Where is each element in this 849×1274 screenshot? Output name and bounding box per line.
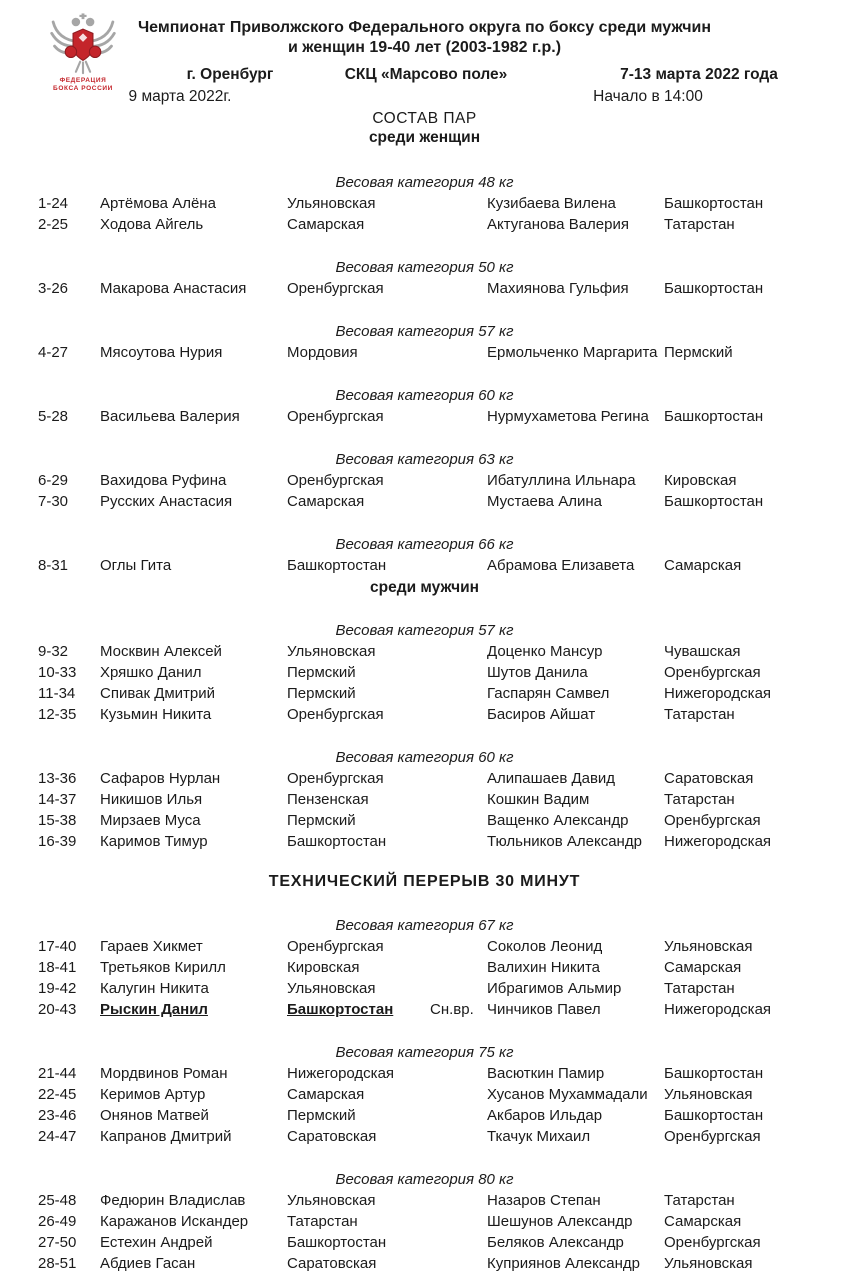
blue-corner-name: Ибатуллина Ильнара (487, 472, 636, 489)
document-header (0, 0, 849, 150)
blue-corner-region: Татарстан (664, 706, 735, 723)
weight-category-title: Весовая категория 48 кг (335, 174, 514, 191)
pair-row (0, 831, 849, 852)
blue-corner-name: Васюткин Памир (487, 1065, 605, 1082)
pair-row (0, 641, 849, 662)
group-label-men: среди мужчин (370, 579, 479, 596)
row-note (430, 470, 487, 491)
pair-row (0, 342, 849, 363)
red-corner-name: Хряшко Данил (100, 664, 202, 681)
pair-number: 3-26 (38, 280, 69, 297)
blue-corner-name: Махиянова Гульфия (487, 280, 629, 297)
red-corner-name: Спивак Дмитрий (100, 685, 216, 702)
red-corner-region: Пермский (287, 1107, 356, 1124)
red-corner-name: Макарова Анастасия (100, 280, 247, 297)
row-note (430, 406, 487, 427)
category-rows (0, 193, 849, 235)
pair-row (0, 662, 849, 683)
blue-corner-name: Гаспарян Самвел (487, 685, 610, 702)
red-corner-region: Самарская (287, 1086, 365, 1103)
blue-corner-name: Доценко Мансур (487, 643, 603, 660)
pair-number: 5-28 (38, 408, 69, 425)
blue-corner-name: Ибрагимов Альмир (487, 980, 622, 997)
row-note (430, 1253, 487, 1274)
blue-corner-name: Тюльников Александр (487, 833, 642, 850)
pair-number: 23-46 (38, 1107, 77, 1124)
red-corner-name: Каримов Тимур (100, 833, 208, 850)
red-corner-name: Капранов Дмитрий (100, 1128, 232, 1145)
pair-number: 27-50 (38, 1234, 77, 1251)
pair-row (0, 1084, 849, 1105)
blue-corner-region: Оренбургская (664, 812, 761, 829)
page-title (0, 18, 849, 58)
blue-corner-region: Нижегородская (664, 833, 772, 850)
pair-number: 22-45 (38, 1086, 77, 1103)
weight-category-block (0, 257, 849, 299)
red-corner-name: Керимов Артур (100, 1086, 206, 1103)
pair-number: 18-41 (38, 959, 77, 976)
row-note (430, 936, 487, 957)
category-rows (0, 936, 849, 1020)
blue-corner-name: Шутов Данила (487, 664, 588, 681)
weight-category-title: Весовая категория 60 кг (335, 387, 514, 404)
weight-category-title: Весовая категория 66 кг (335, 536, 514, 553)
pair-number: 28-51 (38, 1255, 77, 1272)
red-corner-name: Гараев Хикмет (100, 938, 203, 955)
red-corner-region: Ульяновская (287, 980, 376, 997)
blue-corner-region: Башкортостан (664, 1065, 764, 1082)
category-rows (0, 1190, 849, 1274)
blue-corner-region: Татарстан (664, 791, 735, 808)
weight-category-block (0, 321, 849, 363)
pair-number: 1-24 (38, 195, 69, 212)
blue-corner-name: Хусанов Мухаммадали (487, 1086, 648, 1103)
start-time: Начало в 14:00 (593, 88, 703, 105)
pair-row (0, 957, 849, 978)
pair-number: 9-32 (38, 643, 69, 660)
red-corner-name: Третьяков Кирилл (100, 959, 226, 976)
red-corner-name: Рыскин Данил (100, 1001, 208, 1018)
weight-category-title: Весовая категория 63 кг (335, 451, 514, 468)
row-note (430, 662, 487, 683)
pair-row (0, 1232, 849, 1253)
weight-category-title: Весовая категория 50 кг (335, 259, 514, 276)
logo-caption-line1: ФЕДЕРАЦИЯ (59, 77, 107, 84)
category-rows (0, 278, 849, 299)
red-corner-region: Саратовская (287, 1255, 377, 1272)
pair-number: 16-39 (38, 833, 77, 850)
row-note (430, 1232, 487, 1253)
red-corner-region: Нижегородская (287, 1065, 395, 1082)
red-corner-region: Башкортостан (287, 833, 387, 850)
weight-category-block (0, 747, 849, 852)
blue-corner-region: Башкортостан (664, 1107, 764, 1124)
red-corner-region: Башкортостан (287, 1001, 394, 1018)
red-corner-region: Татарстан (287, 1213, 358, 1230)
blue-corner-region: Самарская (664, 557, 742, 574)
weight-category-block (0, 1169, 849, 1274)
red-corner-name: Каражанов Искандер (100, 1213, 249, 1230)
blue-corner-region: Татарстан (664, 1192, 735, 1209)
blue-corner-name: Абрамова Елизавета (487, 557, 635, 574)
row-note: Сн.вр. (430, 1001, 474, 1018)
pair-row (0, 406, 849, 427)
weight-category-block (0, 172, 849, 235)
red-corner-name: Федюрин Владислав (100, 1192, 246, 1209)
pair-row (0, 789, 849, 810)
red-corner-region: Пензенская (287, 791, 369, 808)
blue-corner-region: Ульяновская (664, 1255, 753, 1272)
technical-break-notice: ТЕХНИЧЕСКИЙ ПЕРЕРЫВ 30 МИНУТ (268, 873, 581, 890)
row-note (430, 768, 487, 789)
blue-corner-region: Пермский (664, 344, 733, 361)
city-label: г. Оренбург (186, 66, 274, 83)
red-corner-region: Оренбургская (287, 770, 384, 787)
pair-row (0, 1105, 849, 1126)
pair-number: 8-31 (38, 557, 69, 574)
pair-number: 19-42 (38, 980, 77, 997)
row-note (430, 193, 487, 214)
blue-corner-name: Шешунов Александр (487, 1213, 633, 1230)
blue-corner-name: Ермольченко Маргарита (487, 344, 658, 361)
blue-corner-name: Соколов Леонид (487, 938, 603, 955)
weight-category-title: Весовая категория 80 кг (335, 1171, 514, 1188)
red-corner-name: Артёмова Алёна (100, 195, 216, 212)
pair-row (0, 214, 849, 235)
blue-corner-name: Нурмухаметова Регина (487, 408, 649, 425)
weight-category-title: Весовая категория 57 кг (335, 622, 514, 639)
pair-number: 26-49 (38, 1213, 77, 1230)
pair-number: 4-27 (38, 344, 69, 361)
pair-number: 6-29 (38, 472, 69, 489)
red-corner-region: Ульяновская (287, 195, 376, 212)
red-corner-region: Пермский (287, 685, 356, 702)
row-note (430, 555, 487, 576)
pair-row (0, 1063, 849, 1084)
row-note (430, 214, 487, 235)
venue-label: СКЦ «Марсово поле» (344, 66, 508, 83)
pairs-table (0, 172, 849, 1274)
weight-category-block (0, 1042, 849, 1147)
category-rows (0, 641, 849, 725)
red-corner-name: Никишов Илья (100, 791, 203, 808)
session-date: 9 марта 2022г. (128, 88, 232, 105)
red-corner-name: Ходова Айгель (100, 216, 204, 233)
red-corner-region: Мордовия (287, 344, 358, 361)
red-corner-region: Самарская (287, 493, 365, 510)
pair-row (0, 1253, 849, 1274)
category-rows (0, 406, 849, 427)
red-corner-region: Башкортостан (287, 1234, 387, 1251)
row-note (430, 831, 487, 852)
row-note (430, 978, 487, 999)
red-corner-name: Естехин Андрей (100, 1234, 213, 1251)
weight-category-block (0, 620, 849, 725)
row-note (430, 957, 487, 978)
red-corner-region: Оренбургская (287, 280, 384, 297)
red-corner-name: Вахидова Руфина (100, 472, 227, 489)
row-note (430, 1190, 487, 1211)
red-corner-region: Саратовская (287, 1128, 377, 1145)
pair-row (0, 470, 849, 491)
blue-corner-name: Назаров Степан (487, 1192, 601, 1209)
pair-row (0, 1126, 849, 1147)
blue-corner-region: Башкортостан (664, 195, 764, 212)
blue-corner-region: Кировская (664, 472, 737, 489)
group-label-women: среди женщин (368, 129, 481, 146)
weight-category-block (0, 385, 849, 427)
blue-corner-name: Басиров Айшат (487, 706, 596, 723)
pair-row (0, 810, 849, 831)
weight-category-block (0, 915, 849, 1020)
pair-number: 14-37 (38, 791, 77, 808)
red-corner-region: Оренбургская (287, 408, 384, 425)
row-note (430, 1211, 487, 1232)
row-note (430, 683, 487, 704)
blue-corner-region: Чувашская (664, 643, 741, 660)
blue-corner-region: Оренбургская (664, 1128, 761, 1145)
pair-number: 20-43 (38, 1001, 77, 1018)
row-note (430, 1105, 487, 1126)
blue-corner-region: Нижегородская (664, 1001, 772, 1018)
red-corner-name: Мордвинов Роман (100, 1065, 228, 1082)
blue-corner-region: Башкортостан (664, 280, 764, 297)
blue-corner-region: Саратовская (664, 770, 754, 787)
page-title-line2: и женщин 19-40 лет (2003-1982 г.р.) (287, 39, 562, 56)
blue-corner-region: Оренбургская (664, 664, 761, 681)
pair-number: 13-36 (38, 770, 77, 787)
blue-corner-region: Ульяновская (664, 1086, 753, 1103)
pair-row (0, 704, 849, 725)
pair-number: 7-30 (38, 493, 69, 510)
row-note (430, 491, 487, 512)
dates-label: 7-13 марта 2022 года (620, 66, 778, 83)
pair-row (0, 193, 849, 214)
pair-number: 17-40 (38, 938, 77, 955)
blue-corner-region: Нижегородская (664, 685, 772, 702)
weight-category-title: Весовая категория 67 кг (335, 917, 514, 934)
pair-number: 2-25 (38, 216, 69, 233)
category-rows (0, 555, 849, 576)
red-corner-region: Самарская (287, 216, 365, 233)
pair-row (0, 999, 849, 1020)
pair-number: 12-35 (38, 706, 77, 723)
blue-corner-region: Татарстан (664, 216, 735, 233)
red-corner-region: Оренбургская (287, 706, 384, 723)
blue-corner-region: Башкортостан (664, 493, 764, 510)
pair-number: 24-47 (38, 1128, 77, 1145)
pair-number: 11-34 (38, 685, 76, 702)
red-corner-name: Онянов Матвей (100, 1107, 209, 1124)
category-rows (0, 470, 849, 512)
weight-category-title: Весовая категория 60 кг (335, 749, 514, 766)
red-corner-name: Оглы Гита (100, 557, 172, 574)
pair-row (0, 1211, 849, 1232)
row-note (430, 704, 487, 725)
red-corner-name: Кузьмин Никита (100, 706, 212, 723)
category-rows (0, 1063, 849, 1147)
blue-corner-name: Беляков Александр (487, 1234, 624, 1251)
blue-corner-name: Чинчиков Павел (487, 1001, 601, 1018)
row-note (430, 641, 487, 662)
row-note (430, 278, 487, 299)
category-rows (0, 342, 849, 363)
pair-number: 15-38 (38, 812, 77, 829)
row-note (430, 1126, 487, 1147)
red-corner-name: Васильева Валерия (100, 408, 240, 425)
logo-caption-line2: БОКСА РОССИИ (53, 85, 113, 92)
red-corner-name: Калугин Никита (100, 980, 209, 997)
red-corner-region: Пермский (287, 812, 356, 829)
red-corner-name: Абдиев Гасан (100, 1255, 196, 1272)
blue-corner-name: Актуганова Валерия (487, 216, 629, 233)
blue-corner-name: Кузибаева Вилена (487, 195, 616, 212)
red-corner-region: Башкортостан (287, 557, 387, 574)
blue-corner-name: Куприянов Александр (487, 1255, 641, 1272)
blue-corner-name: Алипашаев Давид (487, 770, 616, 787)
blue-corner-name: Мустаева Алина (487, 493, 602, 510)
blue-corner-region: Самарская (664, 1213, 742, 1230)
red-corner-region: Ульяновская (287, 1192, 376, 1209)
red-corner-name: Мирзаев Муса (100, 812, 201, 829)
blue-corner-name: Ващенко Александр (487, 812, 629, 829)
row-note (430, 789, 487, 810)
row-note (430, 1063, 487, 1084)
blue-corner-name: Кошкин Вадим (487, 791, 590, 808)
category-rows (0, 768, 849, 852)
page-title-line1: Чемпионат Приволжского Федерального округа по боксу среди мужчин (137, 19, 712, 36)
red-corner-region: Оренбургская (287, 938, 384, 955)
blue-corner-region: Башкортостан (664, 408, 764, 425)
weight-category-block (0, 449, 849, 512)
pair-row (0, 555, 849, 576)
row-note (430, 810, 487, 831)
red-corner-name: Мясоутова Нурия (100, 344, 223, 361)
red-corner-name: Русских Анастасия (100, 493, 233, 510)
blue-corner-region: Оренбургская (664, 1234, 761, 1251)
blue-corner-region: Татарстан (664, 980, 735, 997)
blue-corner-region: Самарская (664, 959, 742, 976)
row-note (430, 1084, 487, 1105)
red-corner-name: Сафаров Нурлан (100, 770, 221, 787)
pair-row (0, 278, 849, 299)
pair-number: 25-48 (38, 1192, 77, 1209)
red-corner-region: Пермский (287, 664, 356, 681)
weight-category-title: Весовая категория 75 кг (335, 1044, 514, 1061)
red-corner-region: Оренбургская (287, 472, 384, 489)
blue-corner-name: Валихин Никита (487, 959, 601, 976)
pair-number: 10-33 (38, 664, 77, 681)
blue-corner-region: Ульяновская (664, 938, 753, 955)
weight-category-block (0, 534, 849, 576)
pair-row (0, 491, 849, 512)
weight-category-title: Весовая категория 57 кг (335, 323, 514, 340)
list-title: СОСТАВ ПАР (372, 110, 477, 127)
red-corner-name: Москвин Алексей (100, 643, 222, 660)
pair-row (0, 978, 849, 999)
pair-row (0, 1190, 849, 1211)
blue-corner-name: Ткачук Михаил (487, 1128, 591, 1145)
blue-corner-name: Акбаров Ильдар (487, 1107, 603, 1124)
pair-row (0, 936, 849, 957)
pair-row (0, 683, 849, 704)
red-corner-region: Кировская (287, 959, 360, 976)
pair-number: 21-44 (38, 1065, 77, 1082)
row-note (430, 342, 487, 363)
red-corner-region: Ульяновская (287, 643, 376, 660)
pair-row (0, 768, 849, 789)
